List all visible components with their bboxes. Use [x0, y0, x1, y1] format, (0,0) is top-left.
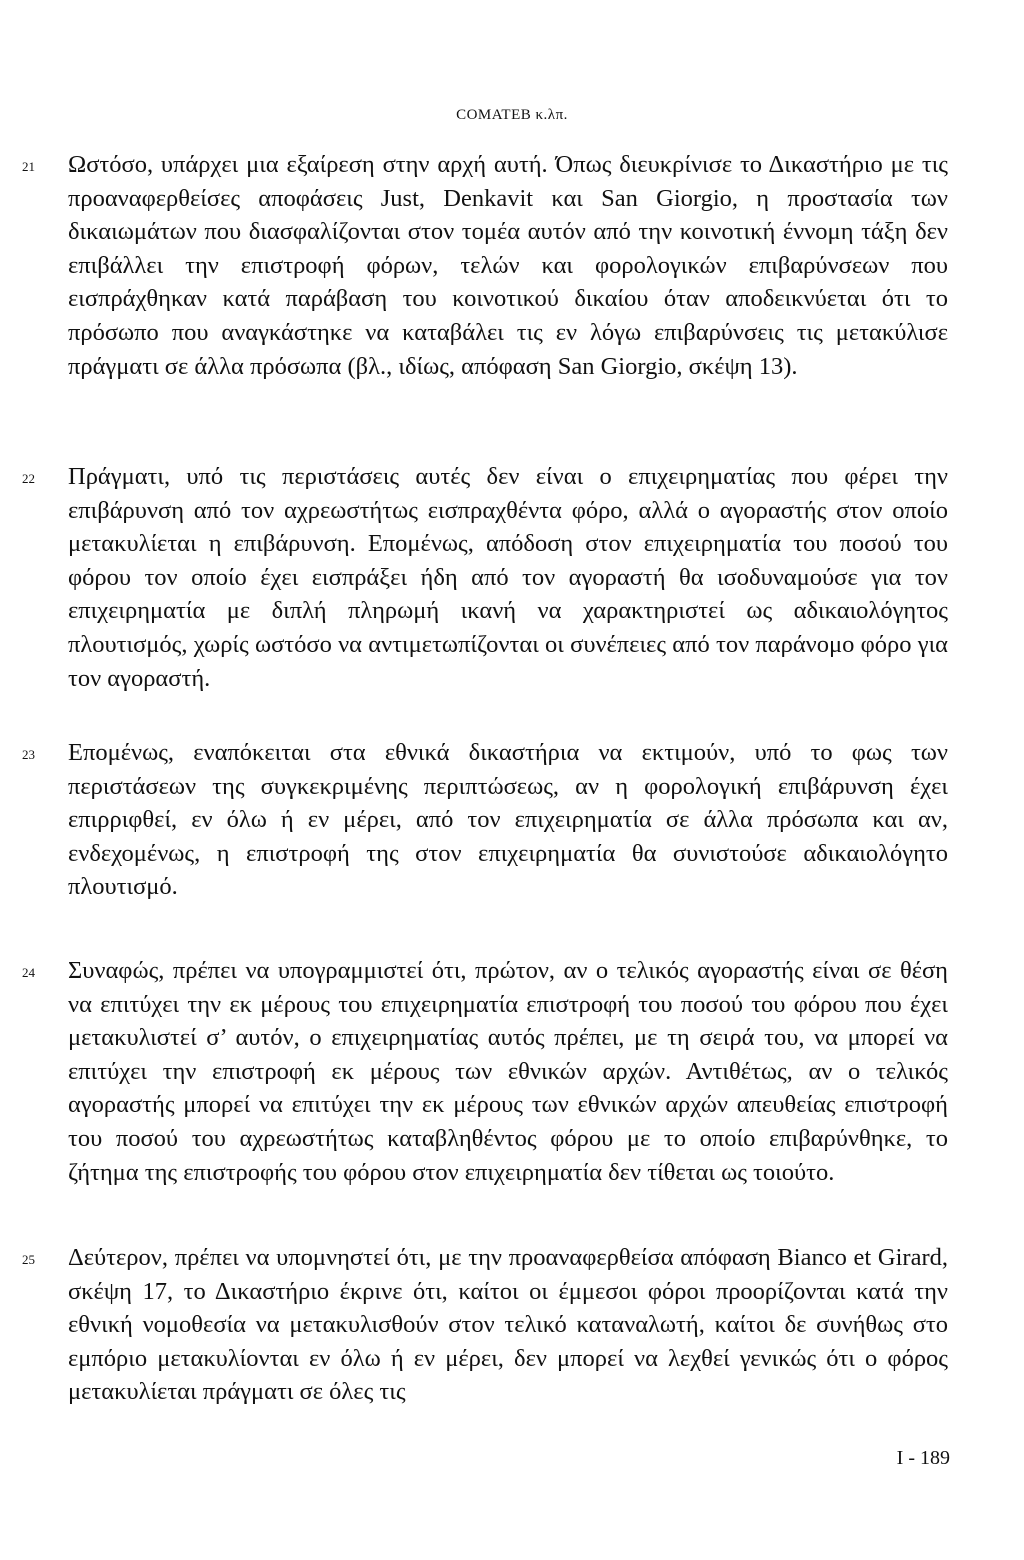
paragraph-number: 23 — [22, 747, 35, 762]
paragraph-text: Πράγματι, υπό τις περιστάσεις αυτές δεν είναι ο επιχειρηματίας που φέρει την επιβάρυνση από τον αχρεωστήτως εισπραχθέντα φόρο, αλλά ο αγοραστής στον οποίο μετακυλίεται η επιβάρυνση. Επομένως, απόδοση στον επιχειρηματία του ποσού του φόρου τον οποίο έχει εισπράξει ήδη από τον αγοραστή θα ισοδυναμούσε για τον επιχειρηματία με διπλή πληρωμή ικανή να χαρακτηριστεί ως αδικαιολόγητος πλουτισμός, χωρίς ωστόσο να αντιμετωπίζονται οι συνέπειες από τον παράνομο φόρο για τον αγοραστή. — [68, 463, 948, 692]
paragraph-text: Επομένως, εναπόκειται στα εθνικά δικαστήρια να εκτιμούν, υπό το φως των περιστάσεων της συγκεκριμένης περιπτώσεως, αν η φορολογική επιβάρυνση έχει επιρριφθεί, εν όλω ή εν μέρει, από τον επιχειρηματία σε άλλα πρόσωπα και αν, ενδεχομένως, η επιστροφή της στον επιχειρηματία θα συνιστούσε αδικαιολόγητο πλουτισμό. — [68, 739, 948, 901]
paragraph-number: 22 — [22, 471, 35, 486]
paragraph — [68, 460, 948, 695]
paragraph-text: Συναφώς, πρέπει να υπογραμμιστεί ότι, πρώτον, αν ο τελικός αγοραστής είναι σε θέση να επιτύχει την εκ μέρους του επιχειρηματία επιστροφή του ποσού του φόρου που έχει μετακυλιστεί σ’ αυτόν, ο επιχειρηματίας αυτός πρέπει, με τη σειρά του, να μπορεί να επιτύχει την επιστροφή εκ μέρους των εθνικών αρχών. Αντιθέτως, αν ο τελικός αγοραστής μπορεί να επιτύχει την εκ μέρους των εθνικών αρχών απευθείας επιστροφή του ποσού του αχρεωστήτως καταβληθέντος φόρου με το οποίο επιβαρύνθηκε, το ζήτημα της επιστροφής του φόρου στον επιχειρηματία δεν τίθεται ως τοιούτο. — [68, 957, 948, 1186]
paragraph — [68, 954, 948, 1189]
paragraph-number: 25 — [22, 1252, 35, 1267]
paragraph-number: 24 — [22, 965, 35, 980]
paragraph — [68, 736, 948, 904]
paragraph-text: Δεύτερον, πρέπει να υπομνηστεί ότι, με την προαναφερθείσα απόφαση Bianco et Girard, σκέψη 17, το Δικαστήριο έκρινε ότι, καίτοι οι έμμεσοι φόροι προορίζονται κατά την εθνική νομοθεσία να μετακυλισθούν στον τελικό καταναλωτή, καίτοι δε συνήθως στο εμπόριο μετακυλίονται εν όλω ή εν μέρει, δεν μπορεί να λεχθεί γενικώς ότι ο φόρος μετακυλίεται πράγματι σε όλες τις — [68, 1244, 948, 1406]
paragraph — [68, 1241, 948, 1409]
paragraph-text: Ωστόσο, υπάρχει μια εξαίρεση στην αρχή αυτή. Όπως διευκρίνισε το Δικαστήριο με τις προαναφερθείσες αποφάσεις Just, Denkavit και San Giorgio, η προστασία των δικαιωμάτων που διασφαλίζονται στον τομέα αυτόν από την κοινοτική έννομη τάξη δεν επιβάλλει την επιστροφή φόρων, τελών και φορολογικών επιβαρύνσεων που εισπράχθηκαν κατά παράβαση του κοινοτικού δικαίου όταν αποδεικνύεται ότι το πρόσωπο που αναγκάστηκε να καταβάλει τις εν λόγω επιβαρύνσεις τις μετακύλισε πράγματι σε άλλα πρόσωπα (βλ., ιδίως, απόφαση San Giorgio, σκέψη 13). — [68, 151, 948, 380]
running-header: COMATEB κ.λπ. — [456, 107, 568, 123]
paragraph-number: 21 — [22, 159, 35, 174]
page-number: I - 189 — [896, 1447, 950, 1469]
paragraph — [68, 148, 948, 383]
